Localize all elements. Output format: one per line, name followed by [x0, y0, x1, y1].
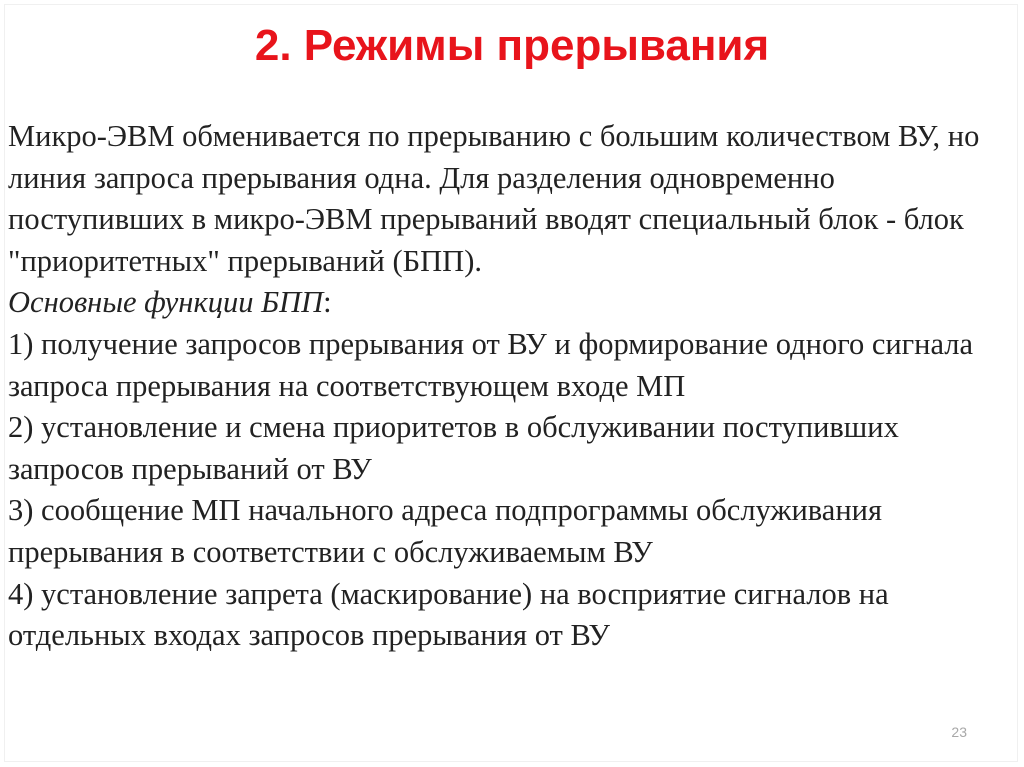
functions-heading-line — [8, 282, 1014, 324]
functions-heading: Основные функции БПП — [8, 285, 324, 320]
function-item-4: 4) установление запрета (маскирование) на восприятие сигналов на отдельных входах запросов прерывания от ВУ — [8, 576, 889, 653]
function-item-1: 1) получение запросов прерывания от ВУ и формирование одного сигнала запроса прерывания на соответствующем входе МП — [8, 326, 974, 403]
page-number: 23 — [951, 724, 967, 740]
function-item-3: 3) сообщение МП начального адреса подпрограммы обслуживания прерывания в соответствии с обслуживаемым ВУ — [8, 493, 883, 569]
slide-body — [8, 116, 1014, 657]
functions-heading-colon: : — [323, 285, 332, 320]
slide-title: 2. Режимы прерывания — [254, 21, 770, 70]
intro-paragraph: Микро-ЭВМ обменивается по прерыванию с большим количеством ВУ, но линия запроса прерывания одна. Для разделения одновременно поступивших в микро-ЭВМ прерываний вводят специальный блок - блок "приоритетных" прерываний (БПП). — [8, 119, 980, 278]
function-item-2: 2) установление и смена приоритетов в обслуживании поступивших запросов прерываний от ВУ — [8, 410, 899, 486]
